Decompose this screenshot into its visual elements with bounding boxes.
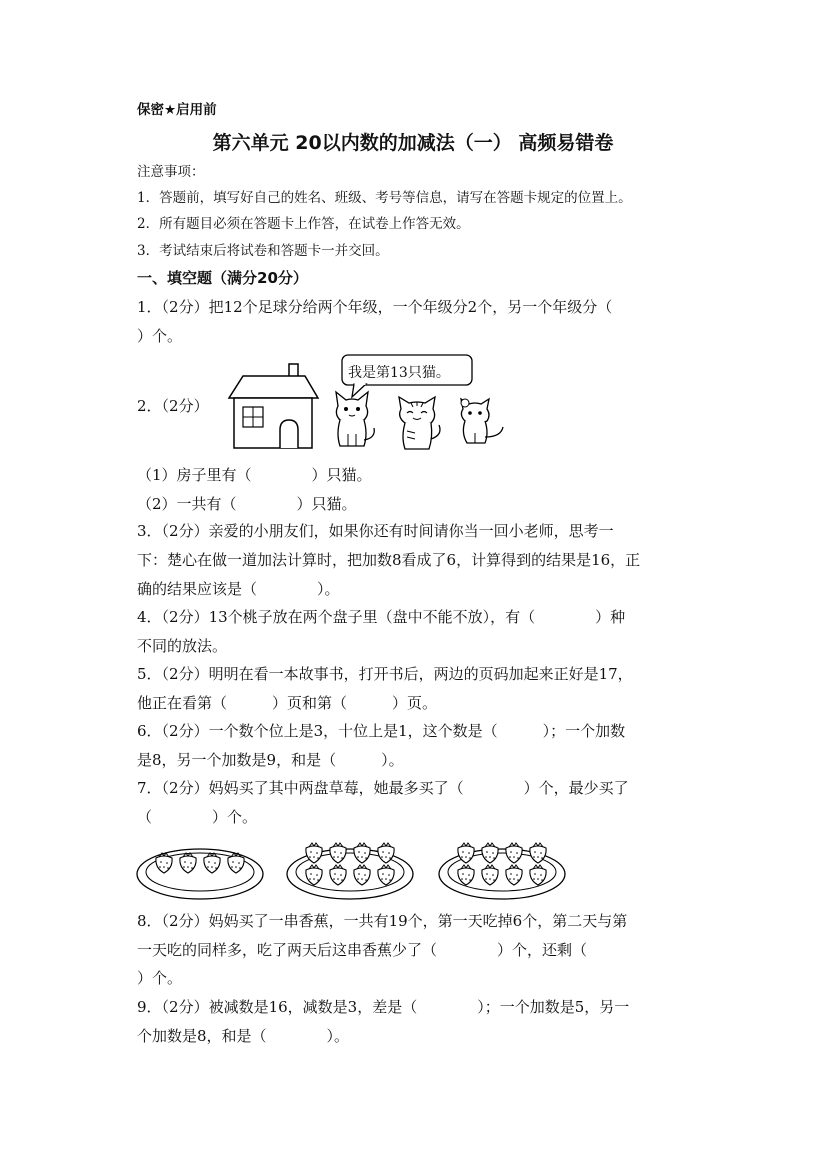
question-8-line-1: 8．（2分）妈妈买了一串香蕉，一共有19个，第一天吃掉6个，第二天与第 [137,912,628,930]
cat-icon [328,390,380,450]
question-8-line-3: ）个。 [137,969,183,987]
question-2-sub-2: （2）一共有（ ）只猫。 [137,495,357,513]
house-illustration [225,360,320,452]
cat-icon [455,395,507,450]
notice-heading: 注意事项： [137,164,205,180]
question-4-line-2: 不同的放法。 [137,637,228,655]
question-5-line-2: 他正在看第（ ）页和第（ ）页。 [137,694,438,712]
question-3-line-2: 下：楚心在做一道加法计算时，把加数8看成了6，计算得到的结果是16，正 [137,551,641,569]
question-7-line-1: 7．（2分）妈妈买了其中两盘草莓，她最多买了（ ）个，最少买了 [137,779,629,797]
question-6-line-2: 是8，另一个加数是9，和是（ ）。 [137,751,404,769]
confidential-label: 保密★启用前 [137,102,217,118]
question-1-line-2: ）个。 [137,327,183,345]
strawberry-plates [130,830,580,902]
strawberry-plate [287,843,413,899]
question-3-line-1: 3．（2分）亲爱的小朋友们，如果你还有时间请你当一回小老师，思考一 [137,522,614,540]
page-title: 第六单元 20以内数的加减法（一） 高频易错卷 [212,132,614,154]
cat-icon [393,395,445,453]
strawberry-plate [439,843,565,899]
notice-item-3: 3．考试结束后将试卷和答题卡一并交回。 [137,243,389,259]
question-9-line-2: 个加数是8，和是（ ）。 [137,1027,350,1045]
question-2-label: 2．（2分） [137,397,209,415]
question-5-line-1: 5．（2分）明明在看一本故事书，打开书后，两边的页码加起来正好是17， [137,665,633,683]
section-heading-fill-blank: 一、填空题（满分20分） [137,269,308,287]
notice-item-1: 1．答题前，填写好自己的姓名、班级、考号等信息，请写在答题卡规定的位置上。 [137,190,632,206]
question-6-line-1: 6．（2分）一个数个位上是3，十位上是1，这个数是（ ）；一个加数 [137,722,626,740]
question-7-line-2: （ ）个。 [137,808,258,826]
question-9-line-1: 9．（2分）被减数是16，减数是3，差是（ ）；一个加数是5，另一 [137,998,630,1016]
notice-item-2: 2．所有题目必须在答题卡上作答，在试卷上作答无效。 [137,216,470,232]
question-4-line-1: 4．（2分）13个桃子放在两个盘子里（盘中不能不放），有（ ）种 [137,608,626,626]
question-8-line-2: 一天吃的同样多，吃了两天后这串香蕉少了（ ）个，还剩（ [137,941,588,959]
speech-bubble-text: 我是第13只猫。 [348,365,450,381]
question-1-line-1: 1．（2分）把12个足球分给两个年级，一个年级分2个，另一个年级分（ [137,298,613,316]
question-2-sub-1: （1）房子里有（ ）只猫。 [137,466,372,484]
strawberry-plate [137,849,263,899]
question-3-line-3: 确的结果应该是（ ）。 [137,580,340,598]
